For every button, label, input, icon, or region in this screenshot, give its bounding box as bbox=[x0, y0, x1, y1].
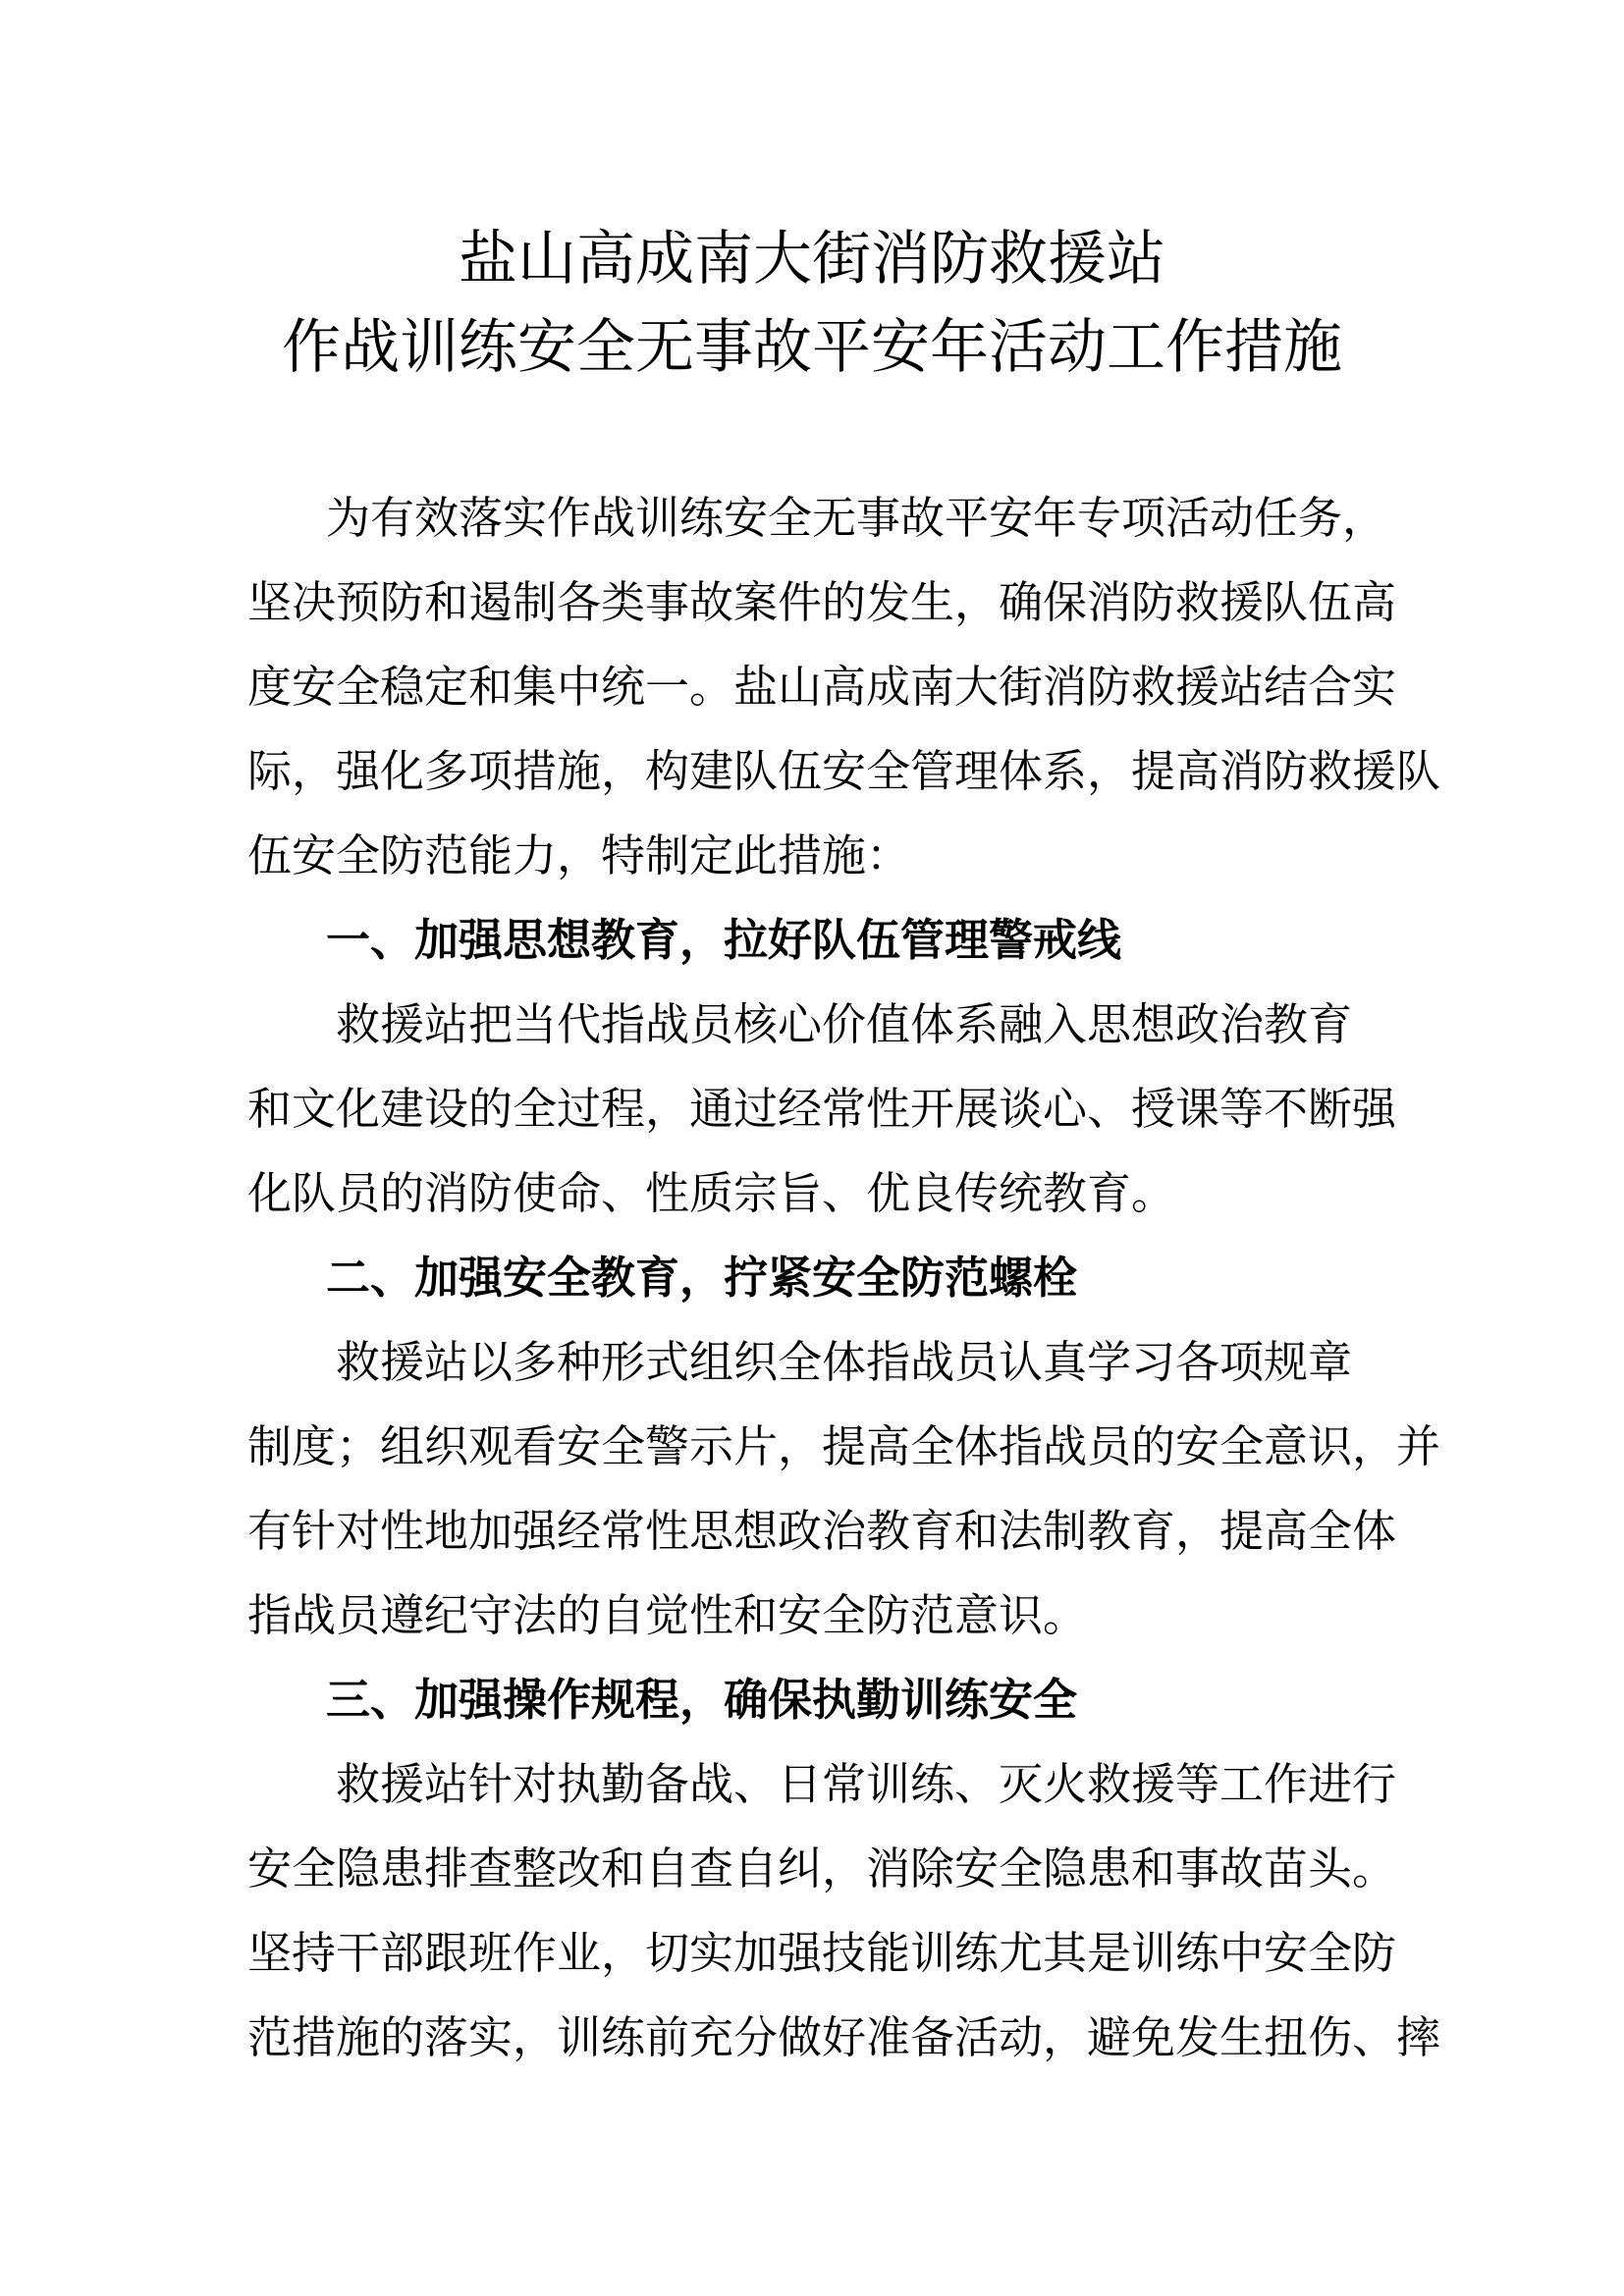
section-1-line-2: 和文化建设的全过程，通过经常性开展谈心、授课等不断强 bbox=[247, 1083, 1397, 1135]
section-2-line-3: 有针对性地加强经常性思想政治教育和法制教育，提高全体 bbox=[247, 1505, 1397, 1557]
section-3-line-4: 范措施的落实，训练前充分做好准备活动，避免发生扭伤、摔 bbox=[247, 2011, 1441, 2063]
intro-line-1: 为有效落实作战训练安全无事故平安年专项活动任务， bbox=[326, 492, 1387, 544]
section-3-line-2: 安全隐患排查整改和自查自纠，消除安全隐患和事故苗头。 bbox=[247, 1842, 1397, 1895]
section-2-line-2: 制度；组织观看安全警示片，提高全体指战员的安全意识，并 bbox=[247, 1420, 1441, 1472]
section-2-line-1: 救援站以多种形式组织全体指战员认真学习各项规章 bbox=[336, 1336, 1353, 1388]
section-1-line-1: 救援站把当代指战员核心价值体系融入思想政治教育 bbox=[336, 998, 1353, 1050]
intro-line-2: 坚决预防和遏制各类事故案件的发生，确保消防救援队伍高 bbox=[247, 576, 1397, 628]
section-3-line-1: 救援站针对执勤备战、日常训练、灭火救援等工作进行 bbox=[336, 1758, 1397, 1810]
section-3-line-3: 坚持干部跟班作业，切实加强技能训练尤其是训练中安全防 bbox=[247, 1927, 1397, 1979]
section-2-line-4: 指战员遵纪守法的自觉性和安全防范意识。 bbox=[247, 1589, 1088, 1641]
document-title-line-1: 盐山高成南大街消防救援站 bbox=[459, 225, 1165, 294]
section-3-heading: 三、加强操作规程，确保执勤训练安全 bbox=[326, 1674, 1078, 1726]
section-1-line-3: 化队员的消防使命、性质宗旨、优良传统教育。 bbox=[247, 1167, 1176, 1219]
section-2-heading: 二、加强安全教育，拧紧安全防范螺栓 bbox=[326, 1252, 1078, 1304]
section-1-heading: 一、加强思想教育，拉好队伍管理警戒线 bbox=[326, 914, 1122, 966]
intro-line-5: 伍安全防范能力，特制定此措施： bbox=[247, 829, 911, 881]
intro-line-3: 度安全稳定和集中统一。盐山高成南大街消防救援站结合实 bbox=[247, 661, 1397, 713]
intro-line-4: 际，强化多项措施，构建队伍安全管理体系，提高消防救援队 bbox=[247, 745, 1441, 797]
document-title-line-2: 作战训练安全无事故平安年活动工作措施 bbox=[282, 313, 1342, 382]
